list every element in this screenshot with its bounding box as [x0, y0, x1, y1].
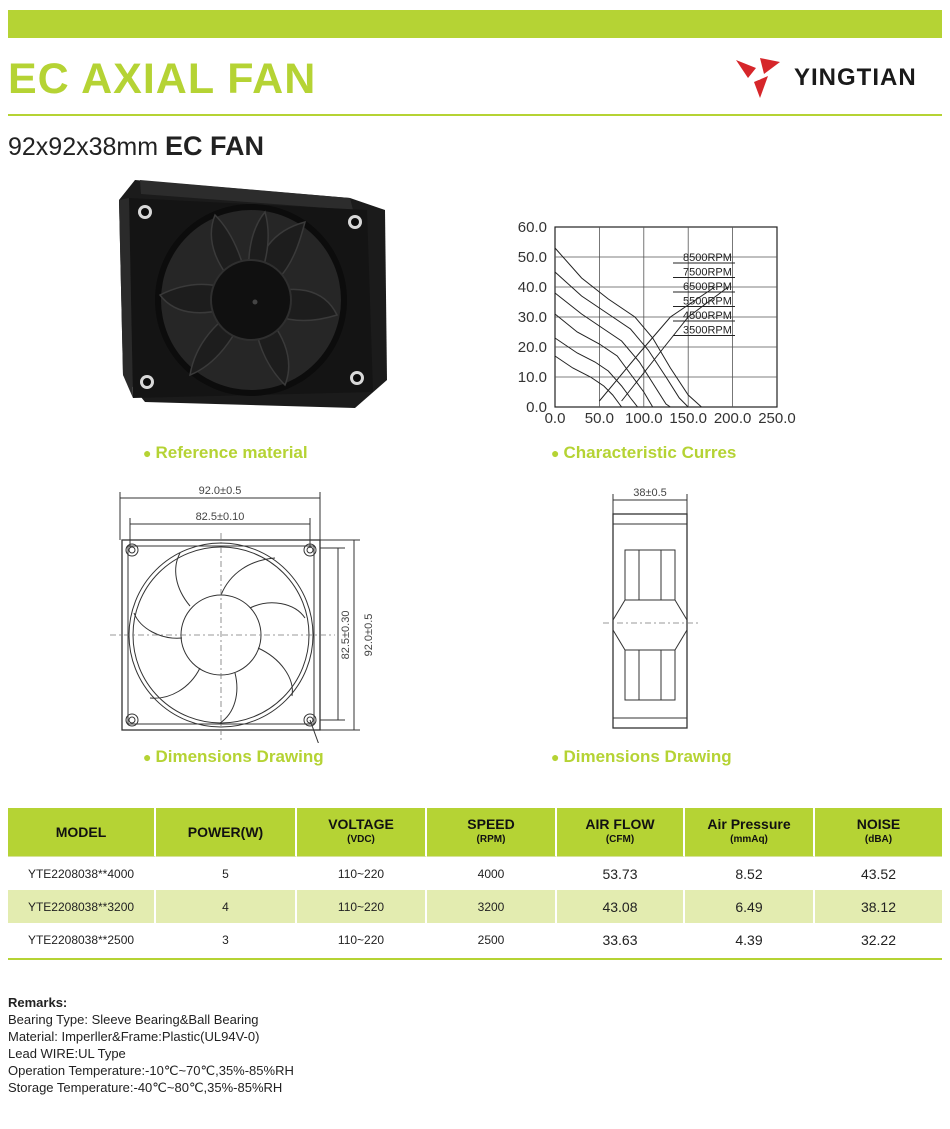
header-voltage: VOLTAGE (VDC)	[297, 808, 427, 856]
cell-model: YTE2208038**2500	[8, 923, 156, 956]
chart-x-tick-label: 50.0	[584, 410, 615, 427]
chart-y-tick-label: 20.0	[517, 339, 547, 356]
chart-x-tick-label: 100.0	[625, 410, 663, 427]
chart-x-tick-label: 0.0	[544, 410, 566, 427]
cell-power: 4	[156, 890, 297, 923]
dim-outer-height: 92.0±0.5	[363, 613, 375, 657]
bullet-icon: ●	[551, 749, 560, 765]
dim-depth: 38±0.5	[633, 487, 667, 499]
characteristic-curve-chart	[505, 215, 825, 430]
cell-speed: 4000	[427, 856, 557, 890]
cell-noise: 38.12	[815, 890, 942, 923]
chart-x-tick-label: 150.0	[669, 410, 707, 427]
chart-y-tick-label: 60.0	[517, 219, 547, 236]
chart-legend-label: 4500RPM	[683, 310, 732, 322]
header-power: POWER(W)	[156, 808, 297, 856]
dim-outer-width: 92.0±0.5	[198, 485, 242, 497]
chart-legend-label: 7500RPM	[683, 266, 732, 279]
cell-speed: 2500	[427, 923, 557, 956]
dim-hole-width: 82.5±0.10	[195, 511, 245, 523]
caption-reference: ● Reference material	[143, 443, 308, 462]
cell-power: 3	[156, 923, 297, 956]
table-header-row	[8, 808, 942, 856]
table-bottom-rule	[8, 958, 942, 960]
cell-air-pressure: 8.52	[685, 856, 815, 890]
caption-curves: ● Characteristic Curres	[551, 443, 737, 462]
chart-series-line	[555, 356, 622, 407]
front-dimension-drawing	[110, 478, 380, 743]
table-row	[8, 923, 942, 956]
header-airflow: AIR FLOW (CFM)	[557, 808, 685, 856]
remark-line: Material: Imperller&Frame:Plastic(UL94V-0)	[8, 1029, 260, 1044]
page-title: EC AXIAL FAN	[8, 55, 317, 103]
spec-table	[8, 808, 942, 956]
remark-line: Storage Temperature:-40℃~80℃,35%-85%RH	[8, 1080, 283, 1095]
header-air-pressure: Air Pressure (mmAq)	[685, 808, 815, 856]
yingtian-logo-icon	[734, 56, 784, 100]
chart-y-tick-label: 50.0	[517, 249, 547, 266]
table-row	[8, 890, 942, 923]
cell-power: 5	[156, 856, 297, 890]
remark-line: Bearing Type: Sleeve Bearing&Ball Bearing	[8, 1012, 259, 1027]
header-divider	[8, 114, 942, 116]
cell-speed: 3200	[427, 890, 557, 923]
cell-air-pressure: 4.39	[685, 923, 815, 956]
cell-airflow: 33.63	[557, 923, 685, 956]
cell-noise: 43.52	[815, 856, 942, 890]
cell-air-pressure: 6.49	[685, 890, 815, 923]
side-dimension-drawing	[595, 480, 715, 735]
chart-legend-label: 6500RPM	[683, 281, 732, 293]
chart-legend-label: 8500RPM	[683, 252, 732, 264]
header-noise: NOISE (dBA)	[815, 808, 942, 856]
cell-voltage: 110~220	[297, 923, 427, 956]
cell-model: YTE2208038**4000	[8, 856, 156, 890]
chart-legend-label: 5500RPM	[683, 295, 732, 308]
cell-airflow: 43.08	[557, 890, 685, 923]
header-model: MODEL	[8, 808, 156, 856]
chart-y-tick-label: 0.0	[526, 399, 547, 416]
brand-logo	[734, 56, 944, 100]
caption-dimensions-side: ● Dimensions Drawing	[551, 747, 732, 766]
remarks-title: Remarks:	[8, 995, 68, 1010]
fan-photo	[105, 170, 395, 420]
remark-line: Lead WIRE:UL Type	[8, 1046, 126, 1061]
cell-voltage: 110~220	[297, 856, 427, 890]
bullet-icon: ●	[143, 749, 152, 765]
table-row	[8, 856, 942, 890]
size-label: 92x92x38mm	[8, 133, 159, 161]
cell-noise: 32.22	[815, 923, 942, 956]
header-speed: SPEED (RPM)	[427, 808, 557, 856]
brand-name: YINGTIAN	[794, 64, 917, 91]
chart-x-tick-label: 250.0	[758, 410, 796, 427]
chart-legend-label: 3500RPM	[683, 324, 732, 337]
caption-dimensions-front: ● Dimensions Drawing	[143, 747, 324, 766]
chart-y-tick-label: 40.0	[517, 279, 547, 296]
dim-hole-height: 82.5±0.30	[340, 610, 352, 660]
remarks-section	[8, 994, 294, 1096]
cell-airflow: 53.73	[557, 856, 685, 890]
chart-y-tick-label: 10.0	[517, 369, 547, 386]
cell-model: YTE2208038**3200	[8, 890, 156, 923]
chart-y-tick-label: 30.0	[517, 309, 547, 326]
bullet-icon: ●	[551, 445, 560, 461]
remark-line: Operation Temperature:-10℃~70℃,35%-85%RH	[8, 1063, 294, 1078]
bullet-icon: ●	[143, 445, 152, 461]
top-accent-bar	[8, 10, 942, 38]
product-subtitle	[8, 131, 264, 162]
product-label: EC FAN	[165, 131, 265, 161]
chart-x-tick-label: 200.0	[713, 410, 752, 427]
cell-voltage: 110~220	[297, 890, 427, 923]
